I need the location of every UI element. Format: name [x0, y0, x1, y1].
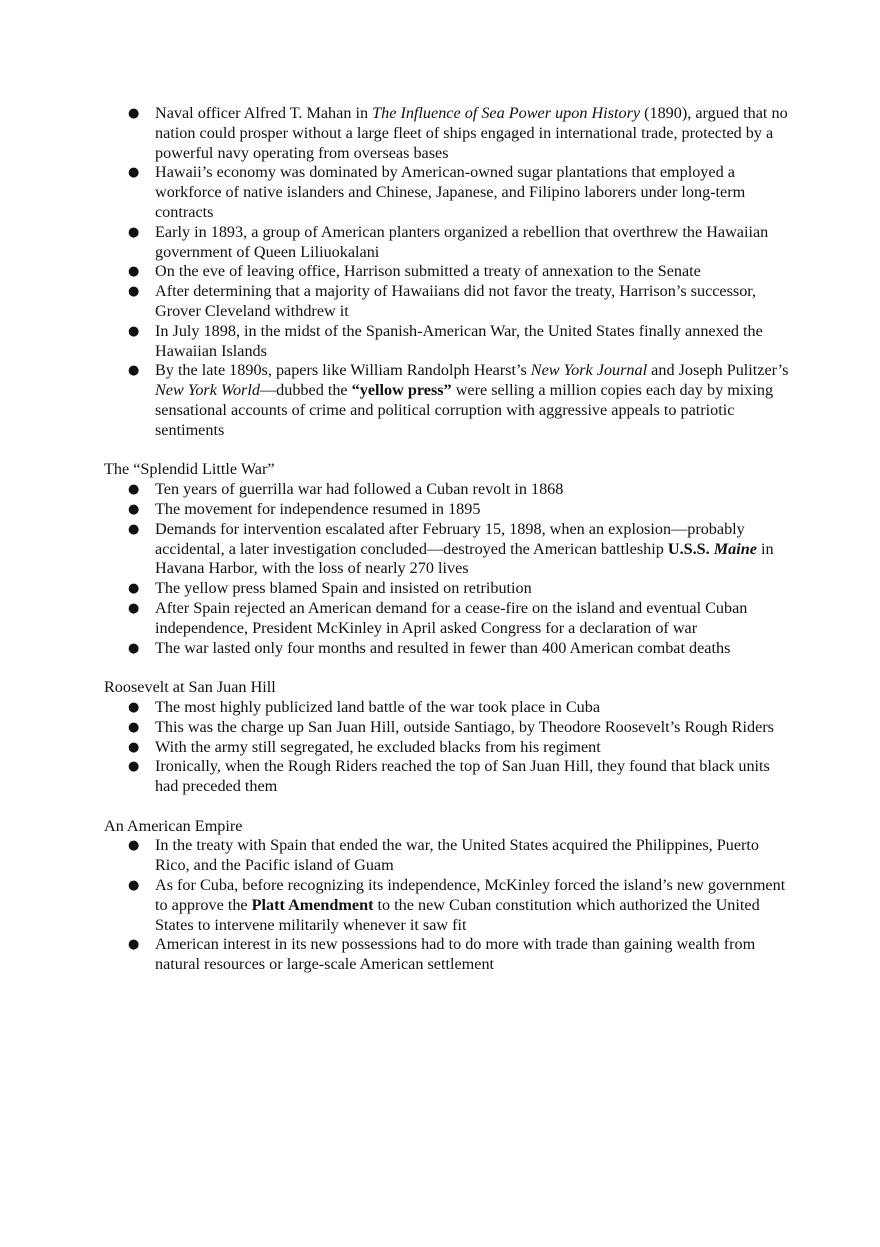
- item-text: After determining that a majority of Hawaiians did not favor the treaty, Harrison’s successor, Grover Cleveland withdrew it: [155, 282, 757, 320]
- bullet-icon: ●: [128, 878, 140, 894]
- bullet-icon: ●: [128, 284, 140, 300]
- item-text: By the late 1890s, papers like William Randolph Hearst’s: [155, 361, 531, 380]
- intro-bullet-list: [104, 104, 794, 441]
- bold-italic-text: Maine: [713, 539, 757, 558]
- bullet-icon: ●: [128, 937, 140, 953]
- item-text: to the new Cuban constitution which authorized the United States to intervene militarily whenever it saw fit: [155, 895, 760, 934]
- list-item: [104, 836, 794, 876]
- list-item: [104, 579, 794, 599]
- item-text: This was the charge up San Juan Hill, outside Santiago, by Theodore Roosevelt’s Rough Riders: [155, 717, 774, 736]
- item-text: and Joseph Pulitzer’s: [647, 361, 789, 380]
- list-item: [104, 282, 794, 322]
- item-text: The war lasted only four months and resulted in fewer than 400 American combat deaths: [155, 638, 731, 657]
- item-text: Naval officer Alfred T. Mahan in: [155, 104, 373, 122]
- bullet-icon: ●: [128, 165, 140, 181]
- bullet-icon: ●: [128, 699, 140, 715]
- item-text: American interest in its new possessions had to do more with trade than gaining wealth from natural resources or large-scale American settlement: [155, 935, 756, 974]
- item-text: With the army still segregated, he excluded blacks from his regiment: [155, 737, 601, 756]
- section-gap: [104, 658, 794, 678]
- item-text: After Spain rejected an American demand for a cease-fire on the island and eventual Cuban independence, President McKinley in April asked Congress for a declaration of war: [155, 598, 748, 637]
- bullet-icon: ●: [128, 739, 140, 755]
- bullet-icon: ●: [128, 719, 140, 735]
- section-heading: An American Empire: [104, 816, 243, 835]
- section-heading: The “Splendid Little War”: [104, 460, 275, 479]
- list-item: [104, 520, 794, 579]
- item-text: in Havana Harbor, with the loss of nearly 270 lives: [155, 539, 774, 578]
- document-content: [104, 104, 794, 975]
- section-gap: [104, 441, 794, 461]
- list-item: [104, 104, 794, 163]
- bold-text: “yellow press”: [351, 381, 452, 400]
- item-text: The yellow press blamed Spain and insisted on retribution: [155, 579, 532, 598]
- bold-text: U.S.S.: [667, 539, 714, 558]
- list-item: [104, 935, 794, 975]
- bullet-icon: ●: [128, 581, 140, 597]
- item-text: The most highly publicized land battle of the war took place in Cuba: [155, 697, 601, 716]
- item-text: Hawaii’s economy was dominated by American-owned sugar plantations that employed a workforce of native islanders and Chinese, Japanese, and Filipino laborers under long-term contracts: [155, 163, 746, 221]
- list-item: [104, 876, 794, 935]
- item-text: As for Cuba, before recognizing its independence, McKinley forced the island’s new government to approve the: [155, 876, 786, 914]
- item-text: In the treaty with Spain that ended the war, the United States acquired the Philippines, Puerto Rico, and the Pacific island of Guam: [155, 836, 759, 875]
- section-bullet-list: [104, 480, 794, 658]
- list-item: [104, 639, 794, 659]
- list-item: [104, 223, 794, 263]
- section-gap: [104, 797, 794, 817]
- list-item: [104, 718, 794, 738]
- section-bullet-list: [104, 698, 794, 797]
- item-text: Ten years of guerrilla war had followed a Cuban revolt in 1868: [155, 480, 564, 499]
- item-text: were selling a million copies each day by mixing sensational accounts of crime and political corruption with aggressive appeals to patriotic sentiments: [155, 381, 774, 439]
- item-text: The movement for independence resumed in 1895: [155, 499, 481, 518]
- item-text: —dubbed the: [259, 381, 352, 400]
- list-item: [104, 480, 794, 500]
- section-bullet-list: [104, 836, 794, 975]
- bullet-icon: ●: [128, 521, 140, 537]
- bullet-icon: ●: [128, 838, 140, 854]
- bullet-icon: ●: [128, 264, 140, 280]
- section-heading: Roosevelt at San Juan Hill: [104, 678, 276, 697]
- list-item: [104, 163, 794, 222]
- item-text: On the eve of leaving office, Harrison submitted a treaty of annexation to the Senate: [155, 262, 701, 281]
- emphasis-text: [714, 540, 757, 558]
- item-text: (1890), argued that no nation could prosper without a large fleet of ships engaged in international trade, protected by a powerful navy operating from overseas bases: [155, 104, 788, 162]
- bullet-icon: ●: [128, 640, 140, 656]
- item-text: Demands for intervention escalated after February 15, 1898, when an explosion—probably accidental, a later investigation concluded—destroyed the American battleship: [155, 519, 745, 558]
- item-text: Early in 1893, a group of American planters organized a rebellion that overthrew the Hawaiian government of Queen Liliuokalani: [155, 222, 769, 261]
- bullet-icon: ●: [128, 363, 140, 379]
- list-item: [104, 500, 794, 520]
- bullet-icon: ●: [128, 106, 140, 121]
- bullet-icon: ●: [128, 224, 140, 240]
- list-item: [104, 599, 794, 639]
- bullet-icon: ●: [128, 600, 140, 616]
- list-item: [104, 738, 794, 758]
- italic-title: The Influence of Sea Power upon History: [372, 104, 641, 122]
- list-item: [104, 698, 794, 718]
- bullet-icon: ●: [128, 501, 140, 517]
- item-text: Ironically, when the Rough Riders reached the top of San Juan Hill, they found that black units had preceded them: [155, 757, 770, 796]
- italic-title: New York World: [155, 381, 260, 400]
- list-item: [104, 757, 794, 797]
- sections-container: [104, 441, 794, 976]
- bullet-icon: ●: [128, 482, 140, 498]
- list-item: [104, 322, 794, 362]
- item-text: In July 1898, in the midst of the Spanish-American War, the United States finally annexed the Hawaiian Islands: [155, 321, 763, 360]
- list-item: [104, 262, 794, 282]
- italic-title: New York Journal: [530, 361, 648, 380]
- bullet-icon: ●: [128, 759, 140, 775]
- bold-text: Platt Amendment: [251, 895, 374, 914]
- list-item: [104, 361, 794, 440]
- bullet-icon: ●: [128, 323, 140, 339]
